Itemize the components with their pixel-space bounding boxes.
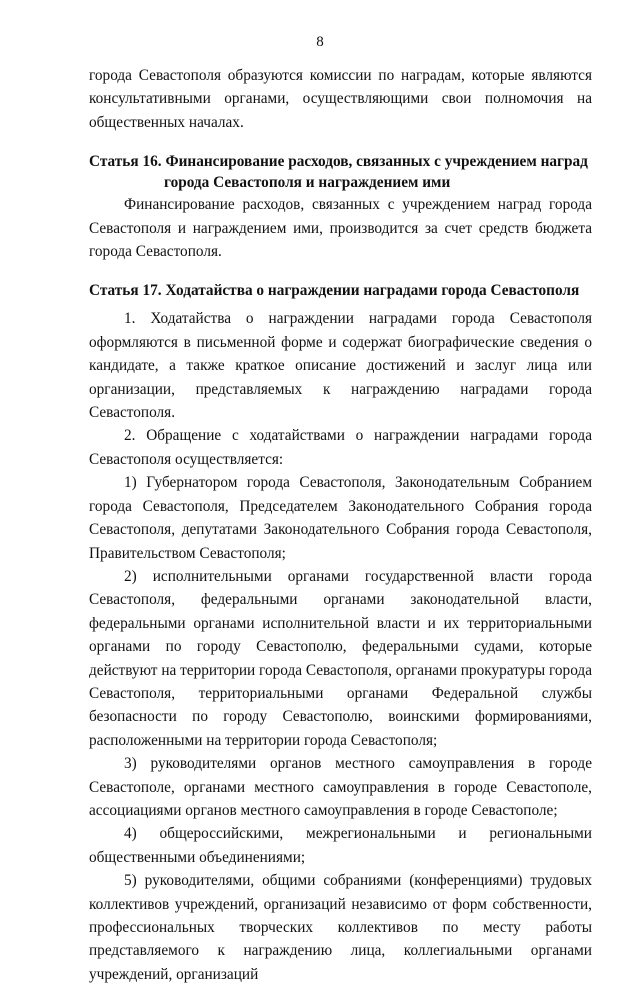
article-17-item-1: 1) Губернатором города Севастополя, Законодательным Собранием города Севастополя, Председателем Законодательного Собрания города Севастополя, депутатами Законодательного Собрания города Севастополя, Правительством Севастополя; [89, 474, 592, 562]
spacer [89, 263, 592, 280]
article-17 [89, 280, 592, 986]
article-17-item-4: 4) общероссийскими, межрегиональными и региональными общественными объединениями; [89, 825, 592, 866]
article-16-title-line1: Статья 16. Финансирование расходов, связанных с учреждением наград [89, 153, 588, 171]
article-17-item-5: 5) руководителями, общими собраниями (конференциями) трудовых коллективов учреждений, организаций независимо от форм собственности, профессиональных творческих коллективов по месту работы представляемого к награждению лица, коллегиальными органами учреждений, организаций [89, 872, 592, 983]
article-17-item-2: 2) исполнительными органами государственной власти города Севастополя, федеральными органами законодательной власти, федеральными органами исполнительной власти и их территориальными органами по городу Севастополю, федеральными судами, которые действуют на территории города Севастополя, органами прокуратуры города Севастополя, территориальными органами Федеральной службы безопасности по городу Севастополю, воинскими формированиями, расположенными на территории города Севастополя; [89, 567, 592, 749]
article-16 [89, 151, 592, 263]
page-number: 8 [316, 34, 324, 50]
article-17-paragraph-2: 2. Обращение с ходатайствами о награждении наградами города Севастополя осуществляется: [89, 427, 592, 468]
article-17-paragraph-1: 1. Ходатайства о награждении наградами города Севастополя оформляются в письменной форме и содержат биографические сведения о кандидате, а также краткое описание достижений и заслуг лица или организации, представляемых к награждению наградами города Севастополя. [89, 310, 592, 422]
article-16-heading [89, 151, 592, 193]
intro-paragraph: города Севастополя образуются комиссии по наградам, которые являются консультативными органами, осуществляющими свои полномочия на общественных началах. [89, 67, 592, 131]
article-17-item-3: 3) руководителями органов местного самоуправления в городе Севастополе, органами местного самоуправления в городе Севастополе, ассоциациями органов местного самоуправления в городе Севастополе; [89, 755, 592, 819]
document-body [89, 64, 592, 986]
article-17-heading: Статья 17. Ходатайства о награждении наградами города Севастополя [89, 282, 580, 300]
article-16-title-line2: города Севастополя и награждением ими [164, 174, 451, 192]
spacer [89, 134, 592, 151]
article-16-body: Финансирование расходов, связанных с учреждением наград города Севастополя и награждением ими, производится за счет средств бюджета города Севастополя. [89, 196, 592, 261]
